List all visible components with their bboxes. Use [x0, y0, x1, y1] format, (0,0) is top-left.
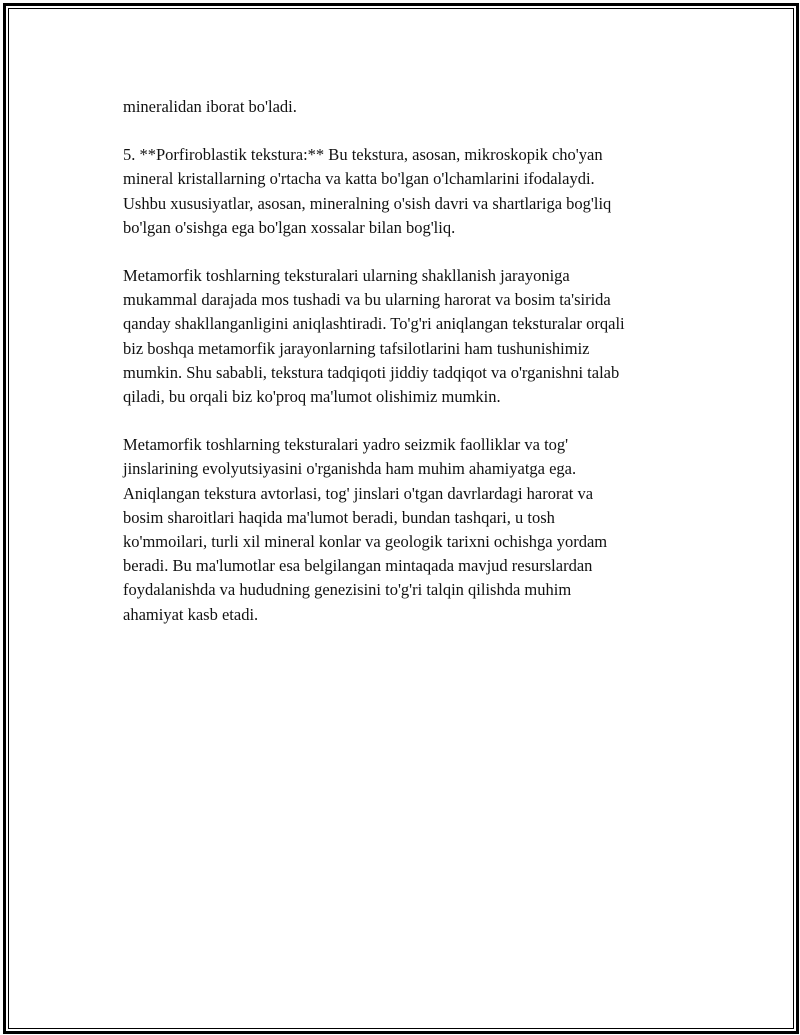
paragraph-metamorfik-2: Metamorfik toshlarning teksturalari yadro seizmik faolliklar va tog' jinslarining evolyutsiyasini o'rganishda ham muhim ahamiyatga ega. Aniqlangan tekstura avtorlasi, tog' jinslari o'tgan davrlardagi harorat va bosim sharoitlari haqida ma'lumot beradi, bundan tashqari, u tosh ko'mmoilari, turli xil mineral konlar va geologik tarixni ochishga yordam beradi. Bu ma'lumotlar esa belgilangan mintaqada mavjud resurslardan foydalanishda va hududning genezisini to'g'ri talqin qilishda muhim ahamiyat kasb etadi.: [123, 435, 608, 624]
paragraph-metamorfik-1: Metamorfik toshlarning teksturalari ularning shakllanish jarayoniga mukammal darajada mos tushadi va bu ularning harorat va bosim ta'sirida qanday shakllanganligini aniqlashtiradi. To'g'ri aniqlangan teksturalar orqali biz boshqa metamorfik jarayonlarning tafsilotlarini ham tushunishimiz mumkin. Shu sababli, tekstura tadqiqoti jiddiy tadqiqot va o'rganishni talab qiladi, bu orqali biz ko'proq ma'lumot olishimiz mumkin.: [123, 266, 625, 407]
document-body: [123, 95, 683, 651]
paragraph-continuation: mineralidan iborat bo'ladi.: [123, 97, 297, 116]
paragraph-porfiroblastik: 5. **Porfiroblastik tekstura:** Bu tekstura, asosan, mikroskopik cho'yan mineral kristallarning o'rtacha va katta bo'lgan o'lchamlarini ifodalaydi. Ushbu xususiyatlar, asosan, mineralning o'sish davri va shartlariga bog'liq bo'lgan o'sishga ega bo'lgan xossalar bilan bog'liq.: [123, 145, 612, 237]
page-frame: [3, 3, 799, 1034]
